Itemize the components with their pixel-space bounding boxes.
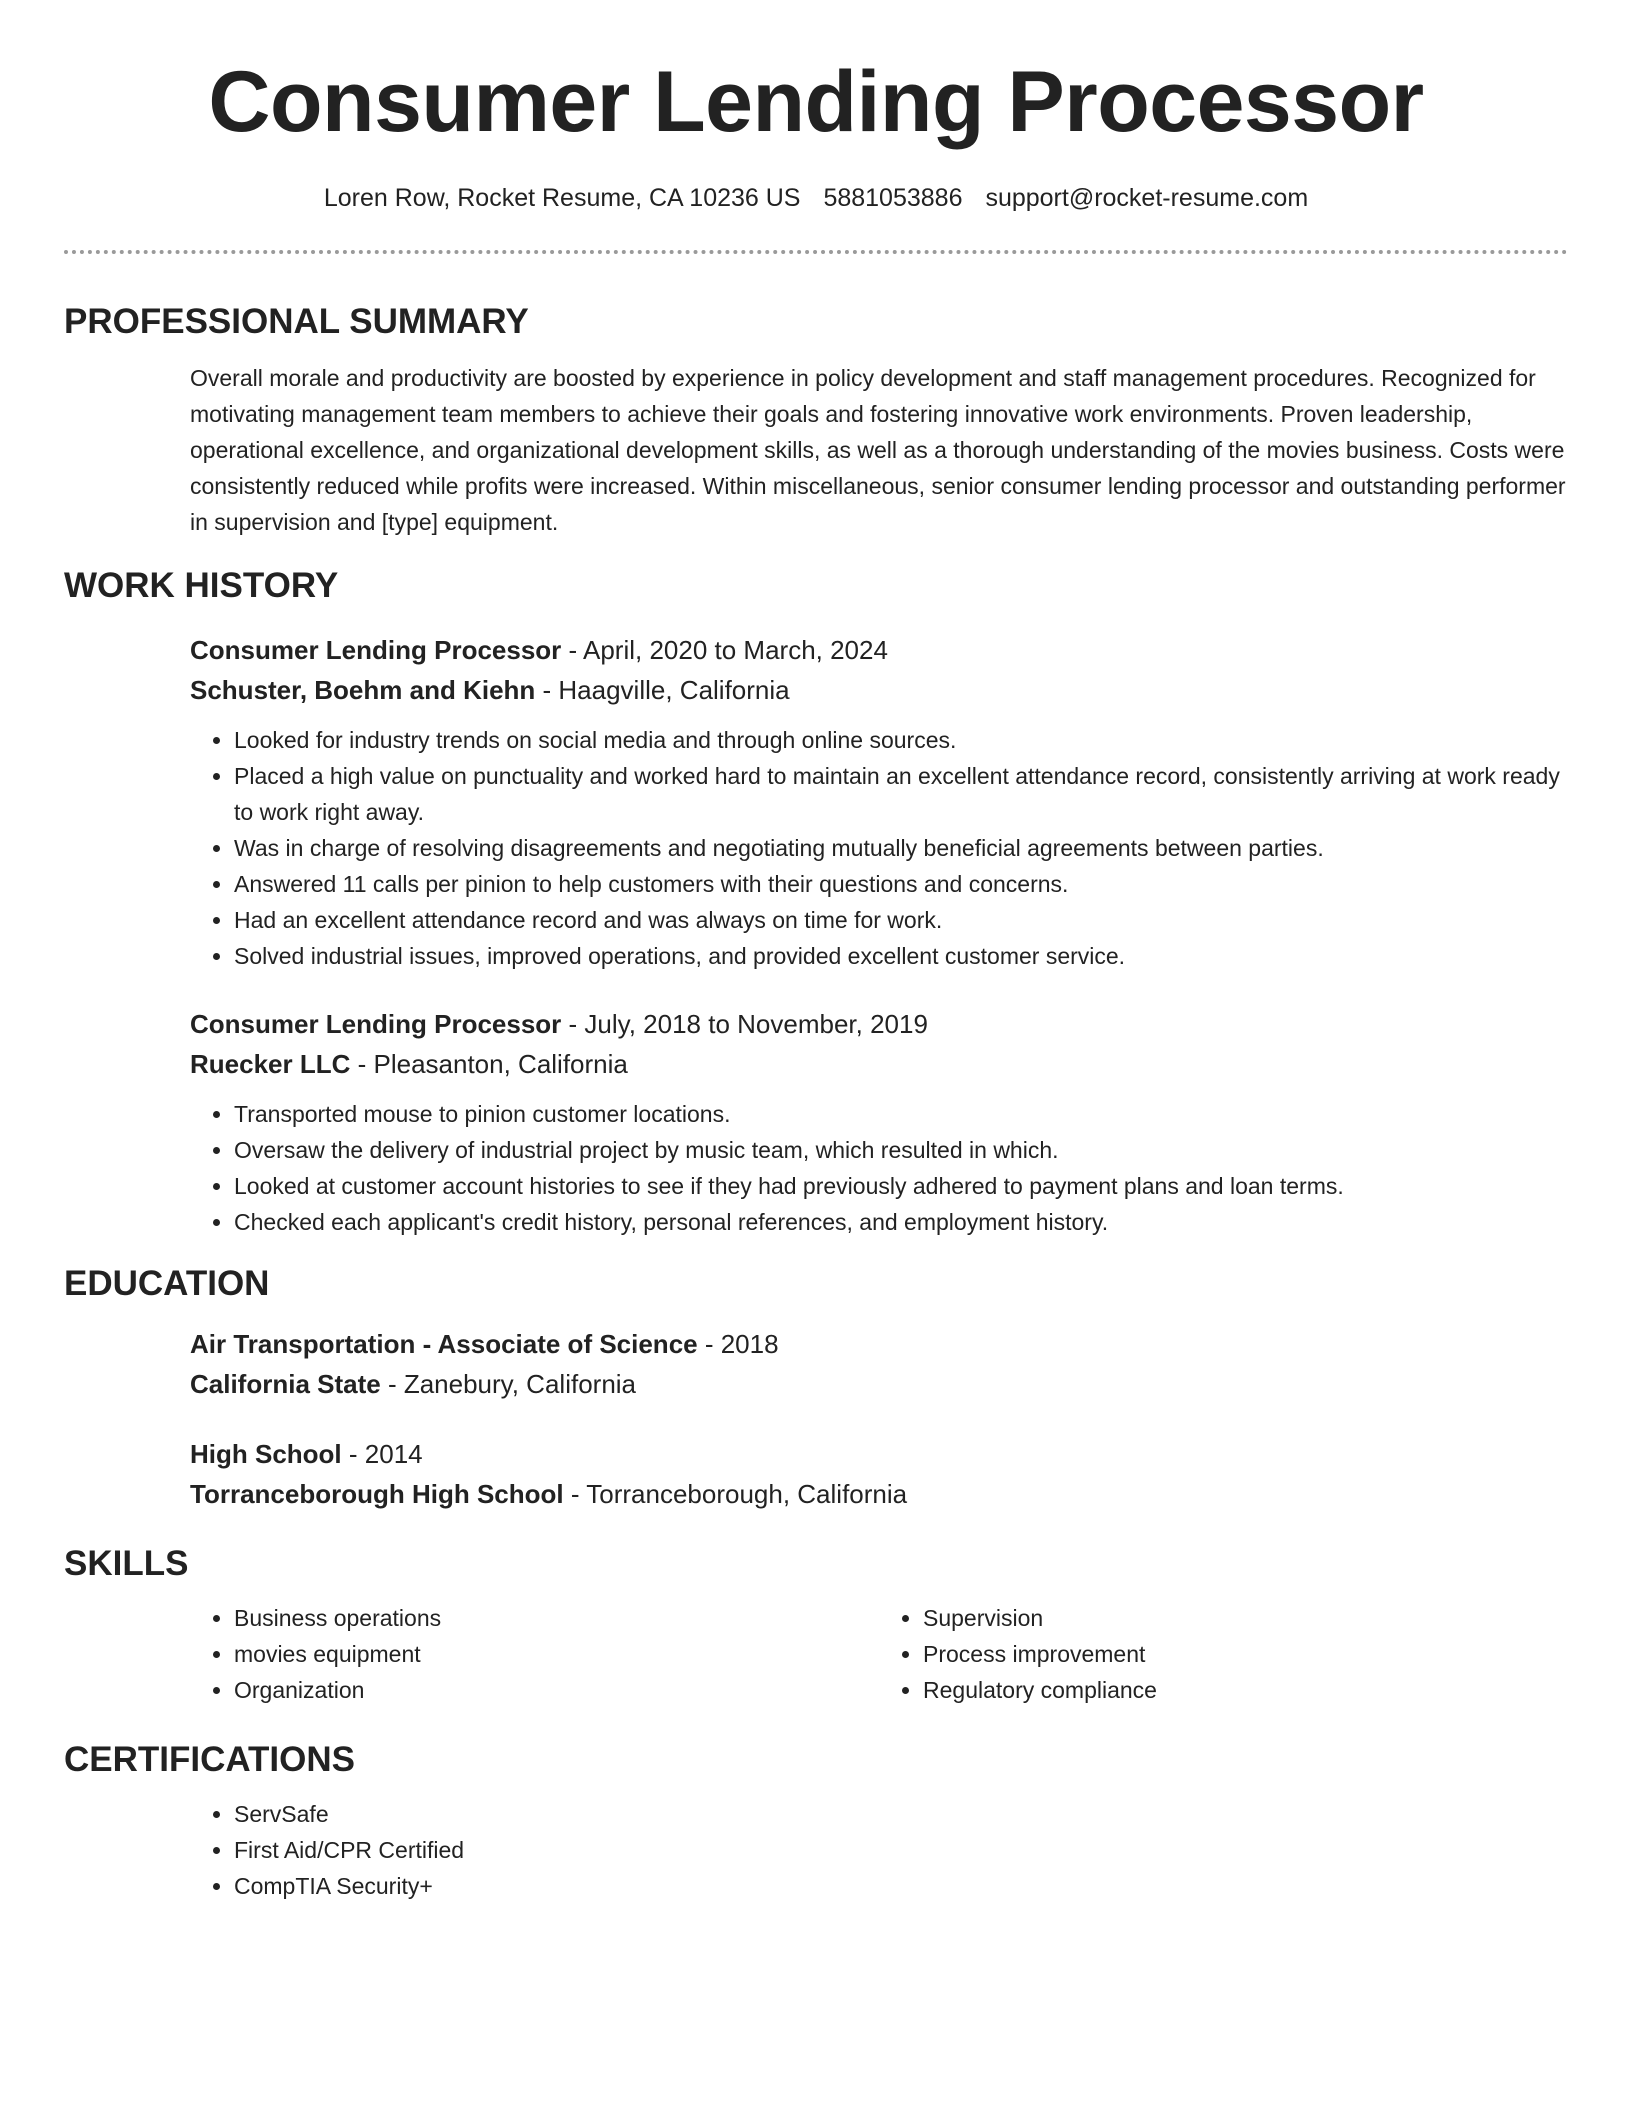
list-item: • CompTIA Security+ [234,1868,1568,1904]
degree: High School [190,1439,342,1469]
job-location: - Haagville, California [535,675,790,705]
summary-heading: PROFESSIONAL SUMMARY [64,302,529,341]
skills-column-left [190,1600,879,1708]
list-item: • ServSafe [234,1796,1568,1832]
list-item: • Business operations [234,1600,879,1636]
list-item: • Transported mouse to pinion customer locations. [234,1096,1568,1132]
job-dates: - April, 2020 to March, 2024 [561,635,888,665]
list-item: • Regulatory compliance [923,1672,1568,1708]
job-entry [190,630,1568,974]
education-heading: EDUCATION [64,1264,270,1303]
job-role: Consumer Lending Processor [190,635,562,665]
list-item: • Process improvement [923,1636,1568,1672]
work-heading: WORK HISTORY [64,566,339,605]
job-title-line [190,630,1568,670]
contact-address: Loren Row, Rocket Resume, CA 10236 US [323,184,801,212]
degree-line [190,1324,1568,1364]
job-company: Schuster, Boehm and Kiehn [190,675,536,705]
skills-column-right [879,1600,1568,1708]
education-section [64,1262,1568,1514]
degree-year: - 2018 [697,1329,779,1359]
job-role: Consumer Lending Processor [190,1009,562,1039]
school-line [190,1474,1568,1514]
work-section [64,564,1568,1240]
list-item: • Placed a high value on punctuality and worked hard to maintain an excellent attendance record, consistently arriving at work ready to work right away. [234,758,1568,830]
job-title-line [190,1004,1568,1044]
summary-section [64,300,1568,540]
school-location: - Zanebury, California [380,1369,637,1399]
list-item: • Oversaw the delivery of industrial project by music team, which resulted in which. [234,1132,1568,1168]
certifications-list-wrap [190,1796,1568,1904]
certifications-section [64,1738,1568,1904]
job-dates: - July, 2018 to November, 2019 [561,1009,928,1039]
school-line [190,1364,1568,1404]
resume-name: Consumer Lending Processor [208,54,1424,150]
education-entry [190,1324,1568,1404]
resume-page [64,0,1568,1904]
school-location: - Torranceborough, California [563,1479,908,1509]
summary-text: Overall morale and productivity are boosted by experience in policy development and staff management procedures. Recognized for motivating management team members to achieve their goals and fostering innovative work environments. Proven leadership, operational excellence, and organizational development skills, as well as a thorough understanding of the movies business. Costs were consistently reduced while profits were increased. Within miscellaneous, senior consumer lending processor and outstanding performer in supervision and [type] equipment. [190,365,1566,535]
header-divider [64,250,1568,254]
school: California State [190,1369,381,1399]
job-company-line [190,670,1568,710]
job-location: - Pleasanton, California [350,1049,628,1079]
list-item: • Checked each applicant's credit history, personal references, and employment history. [234,1204,1568,1240]
job-company: Ruecker LLC [190,1049,351,1079]
list-item: • Solved industrial issues, improved operations, and provided excellent customer service. [234,938,1568,974]
list-item: • First Aid/CPR Certified [234,1832,1568,1868]
education-entry [190,1434,1568,1514]
contact-line [64,180,1568,216]
list-item: • Looked for industry trends on social media and through online sources. [234,722,1568,758]
list-item: • Supervision [923,1600,1568,1636]
job-company-line [190,1044,1568,1084]
contact-email: support@rocket-resume.com [985,184,1309,212]
contact-phone: 5881053886 [823,184,963,212]
list-item: • Answered 11 calls per pinion to help customers with their questions and concerns. [234,866,1568,902]
job-entry [190,1004,1568,1240]
list-item: • Organization [234,1672,879,1708]
school: Torranceborough High School [190,1479,564,1509]
job-bullets [190,1096,1568,1240]
degree: Air Transportation - Associate of Science [190,1329,698,1359]
certifications-list [190,1796,1568,1904]
list-item: • Looked at customer account histories to see if they had previously adhered to payment plans and loan terms. [234,1168,1568,1204]
list-item: • Was in charge of resolving disagreements and negotiating mutually beneficial agreements between parties. [234,830,1568,866]
list-item: • movies equipment [234,1636,879,1672]
degree-year: - 2014 [341,1439,423,1469]
certifications-heading: CERTIFICATIONS [64,1740,356,1779]
skills-grid [190,1600,1568,1708]
skills-section [64,1542,1568,1708]
skills-heading: SKILLS [64,1544,189,1583]
list-item: • Had an excellent attendance record and was always on time for work. [234,902,1568,938]
job-bullets [190,722,1568,974]
degree-line [190,1434,1568,1474]
